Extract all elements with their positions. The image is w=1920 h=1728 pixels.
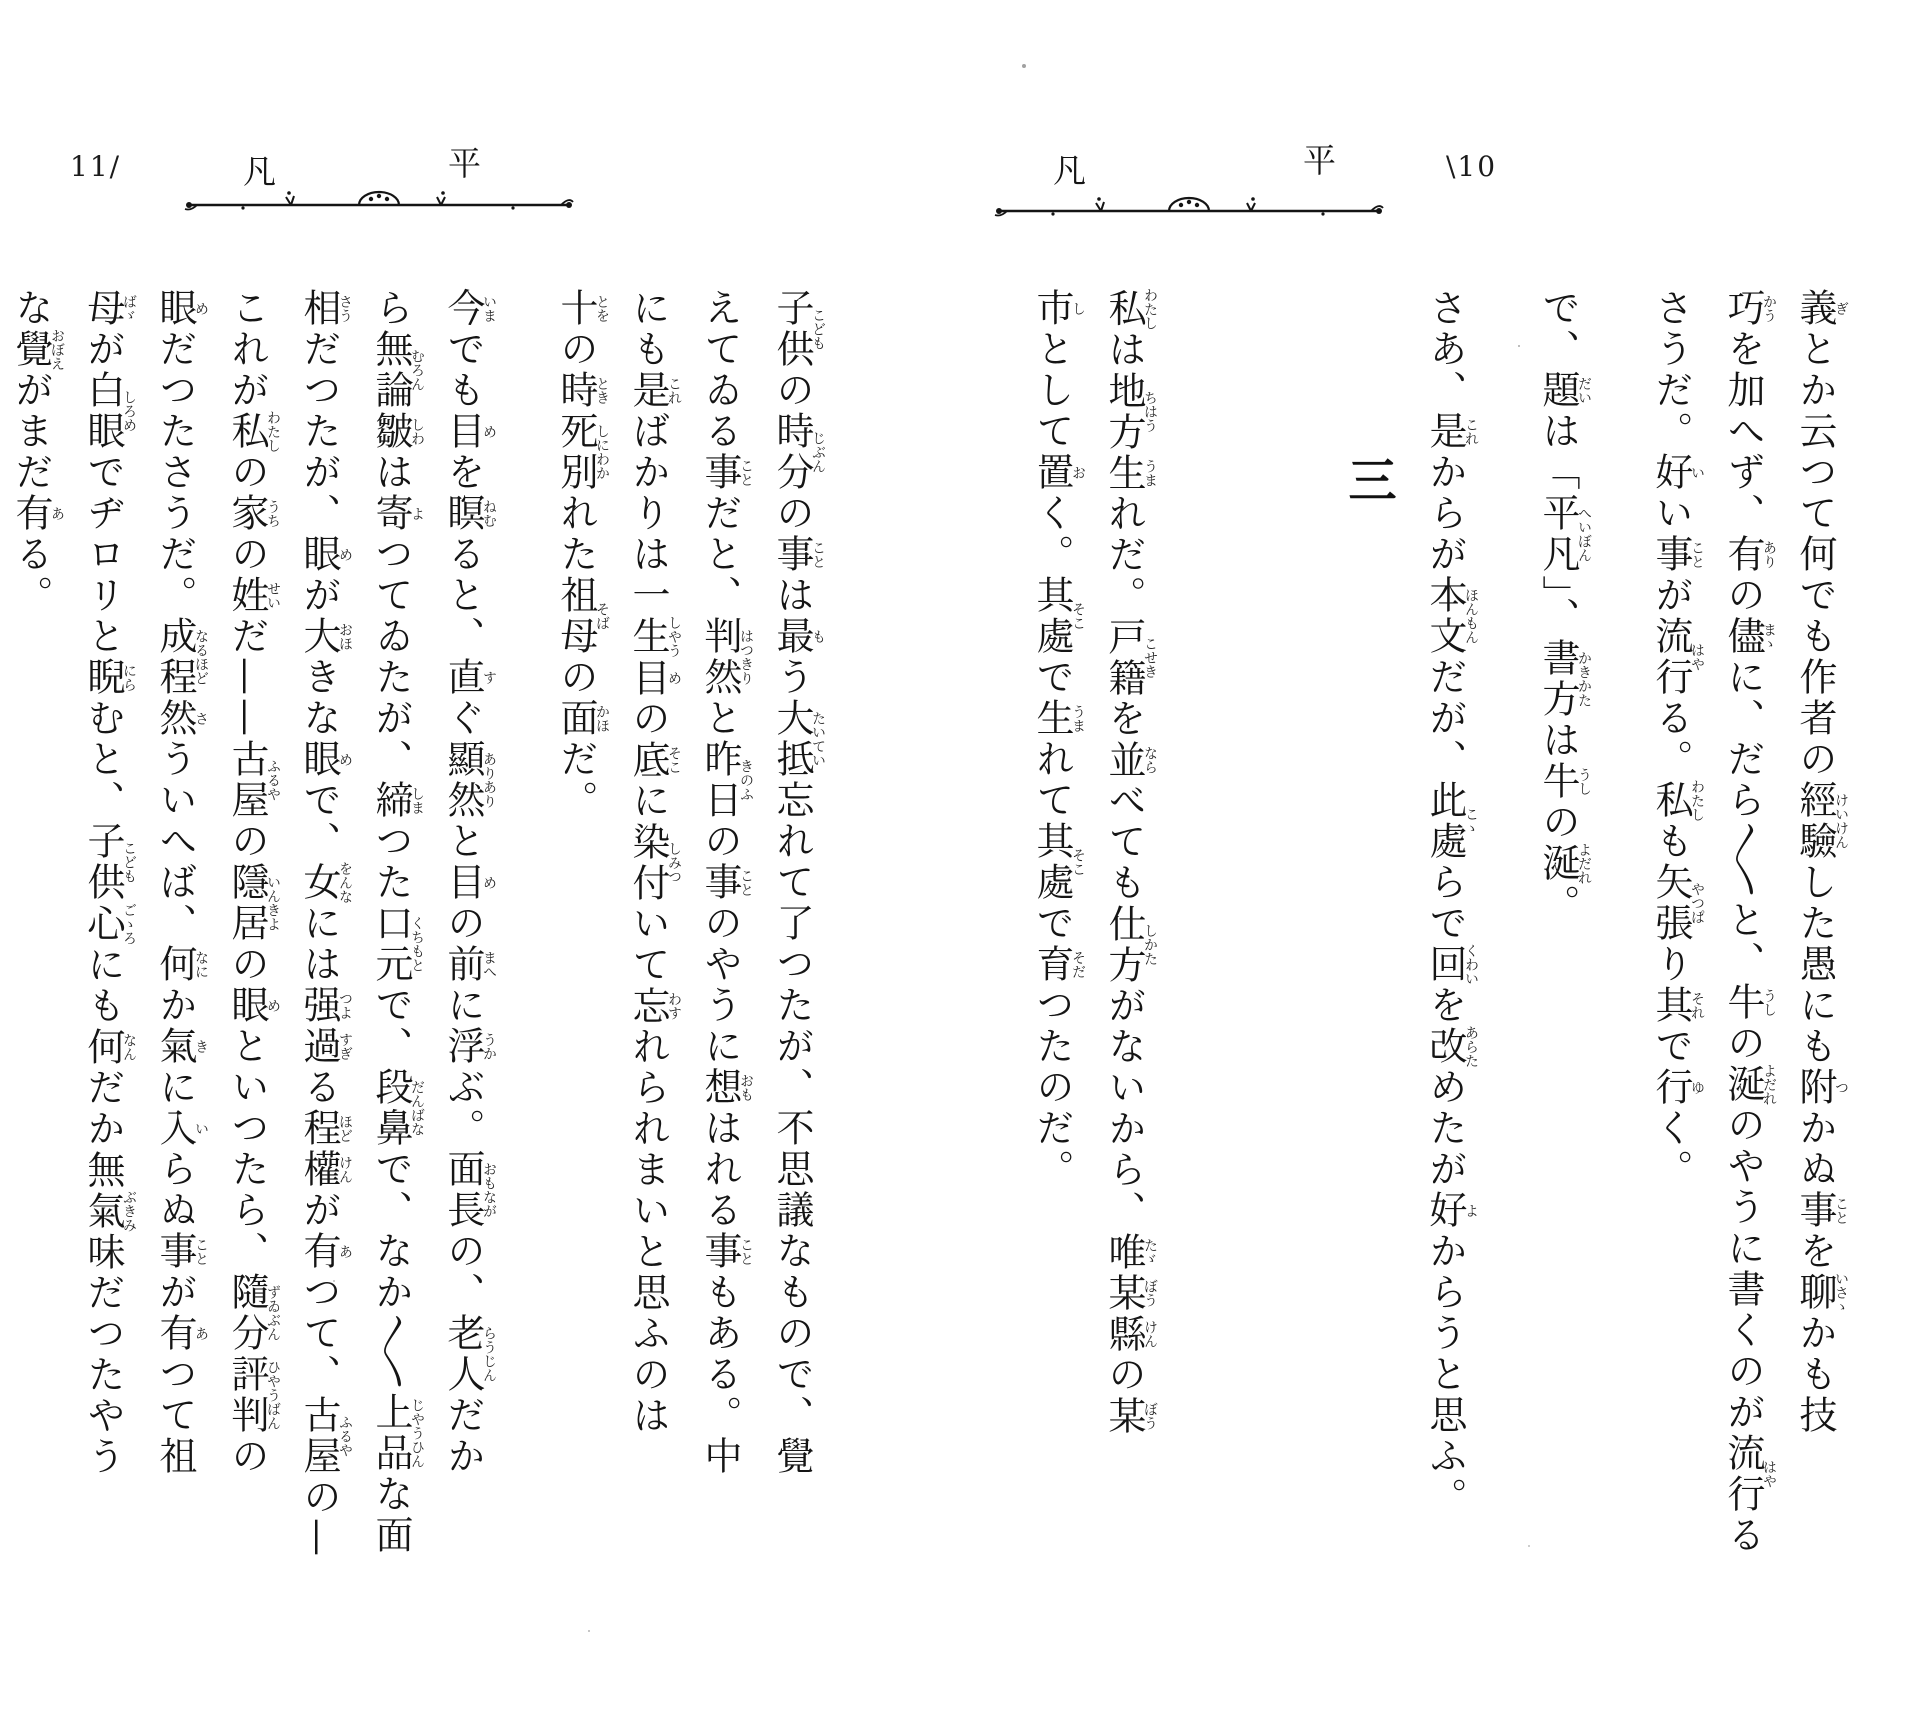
text-column: 子供こどもの時分じぶんの事ことは最もう大抵たいてい忘れて了つたが、不思議なもので、覺 xyxy=(770,288,826,1477)
text-column: 義ぎとか云つて何でも作者の經驗けいけんした愚にも附つかぬ事ことを聊いさゝかも技 xyxy=(1793,288,1849,1436)
text-column: で、題だいは「平凡へいぼん」、書方かきかたは牛うしの涎よだれ。 xyxy=(1536,288,1592,925)
text-column: 相さうだつたが、眼めが大おほきな眼めで、女をんなには强つよ過すぎる程ほど權けんが有あつて、古屋ふるやの— xyxy=(297,288,353,1559)
text-column: これが私わたしの家うちの姓せいだ——古屋ふるやの隱居いんきよの眼めといつたら、隨分ずゐぶん評判ひやうばんの xyxy=(225,288,281,1477)
header-ornament-left xyxy=(183,188,575,214)
header-ornament-right xyxy=(993,194,1385,220)
text-column: ら無論むろん皺しわは寄よつてゐたが、締しまつた口元くちもとで、段鼻だんばなで、なか〱上品じやうひんな面 xyxy=(369,288,425,1556)
text-column: さうだ。好いい事ことが流行はやる。私わたしも矢張やつぱり其それで行ゆく。 xyxy=(1649,288,1705,1190)
chapter-heading: 三 xyxy=(1340,455,1396,503)
text-columns-page-10-chapter-three xyxy=(1030,288,1201,1578)
text-column: 十とをの時とき死別しにわかれた祖母そばの面かほだ。 xyxy=(554,288,610,821)
running-title-char-bon-left: 凡 xyxy=(243,152,276,191)
text-column: 巧かうを加へず、有ありの儘まゝに、だら〱と、牛うしの涎よだれのやうに書くのが流行はやる xyxy=(1721,288,1777,1556)
page-number-right: \10 xyxy=(1446,150,1498,183)
text-column: な覺おぼえがまだ有ある。 xyxy=(9,288,65,616)
running-title-char-hei-right: 平 xyxy=(1303,141,1336,180)
text-column: 私わたしは地方ちはう生うまれだ。戸籍こせきを並ならべても仕方しかたがないから、唯たゞ某ぼう縣けんの某ぼう xyxy=(1102,288,1158,1437)
text-column: 母ばゞが白眼しろめでヂロリと睨にらむと、子供こども心ごゝろにも何なんだか無氣味ぶきみだつたやう xyxy=(81,288,137,1478)
text-column: 市しとして置おく。其處そこで生うまれて其處そこで育そだつたのだ。 xyxy=(1030,288,1086,1190)
running-title-char-hei-left: 平 xyxy=(448,144,481,183)
scan-noise-specks xyxy=(1022,64,1026,68)
text-column: にも是こればかりは一生しやう目めの底そこに染付しみついて忘わすれられまいと思ふのは xyxy=(626,288,682,1437)
text-column: えてゐる事ことだと、判然はつきりと昨日きのふの事ことのやうに想おもはれる事こともある。中 xyxy=(698,288,754,1477)
text-column: 眼めだつたさうだ。成程なるほど然さういへば、何なにか氣きに入いらぬ事ことが有あつて祖 xyxy=(153,288,209,1477)
text-columns-page-10-top-section xyxy=(1423,288,1851,1578)
text-column: さあ、是これからが本文ほんもんだが、此處こゝらで回くわいを改あらためたが好よからうと思ふ。 xyxy=(1423,288,1479,1518)
page-number-left: 11/ xyxy=(70,150,122,183)
running-title-char-bon-right: 凡 xyxy=(1053,151,1086,190)
text-column: 今いまでも目めを瞑ねむると、直すぐ顯然ありありと目めの前まへに浮うかぶ。面長おもながの、老人らうじんだか xyxy=(441,288,497,1477)
text-columns-page-11 xyxy=(9,288,869,1578)
